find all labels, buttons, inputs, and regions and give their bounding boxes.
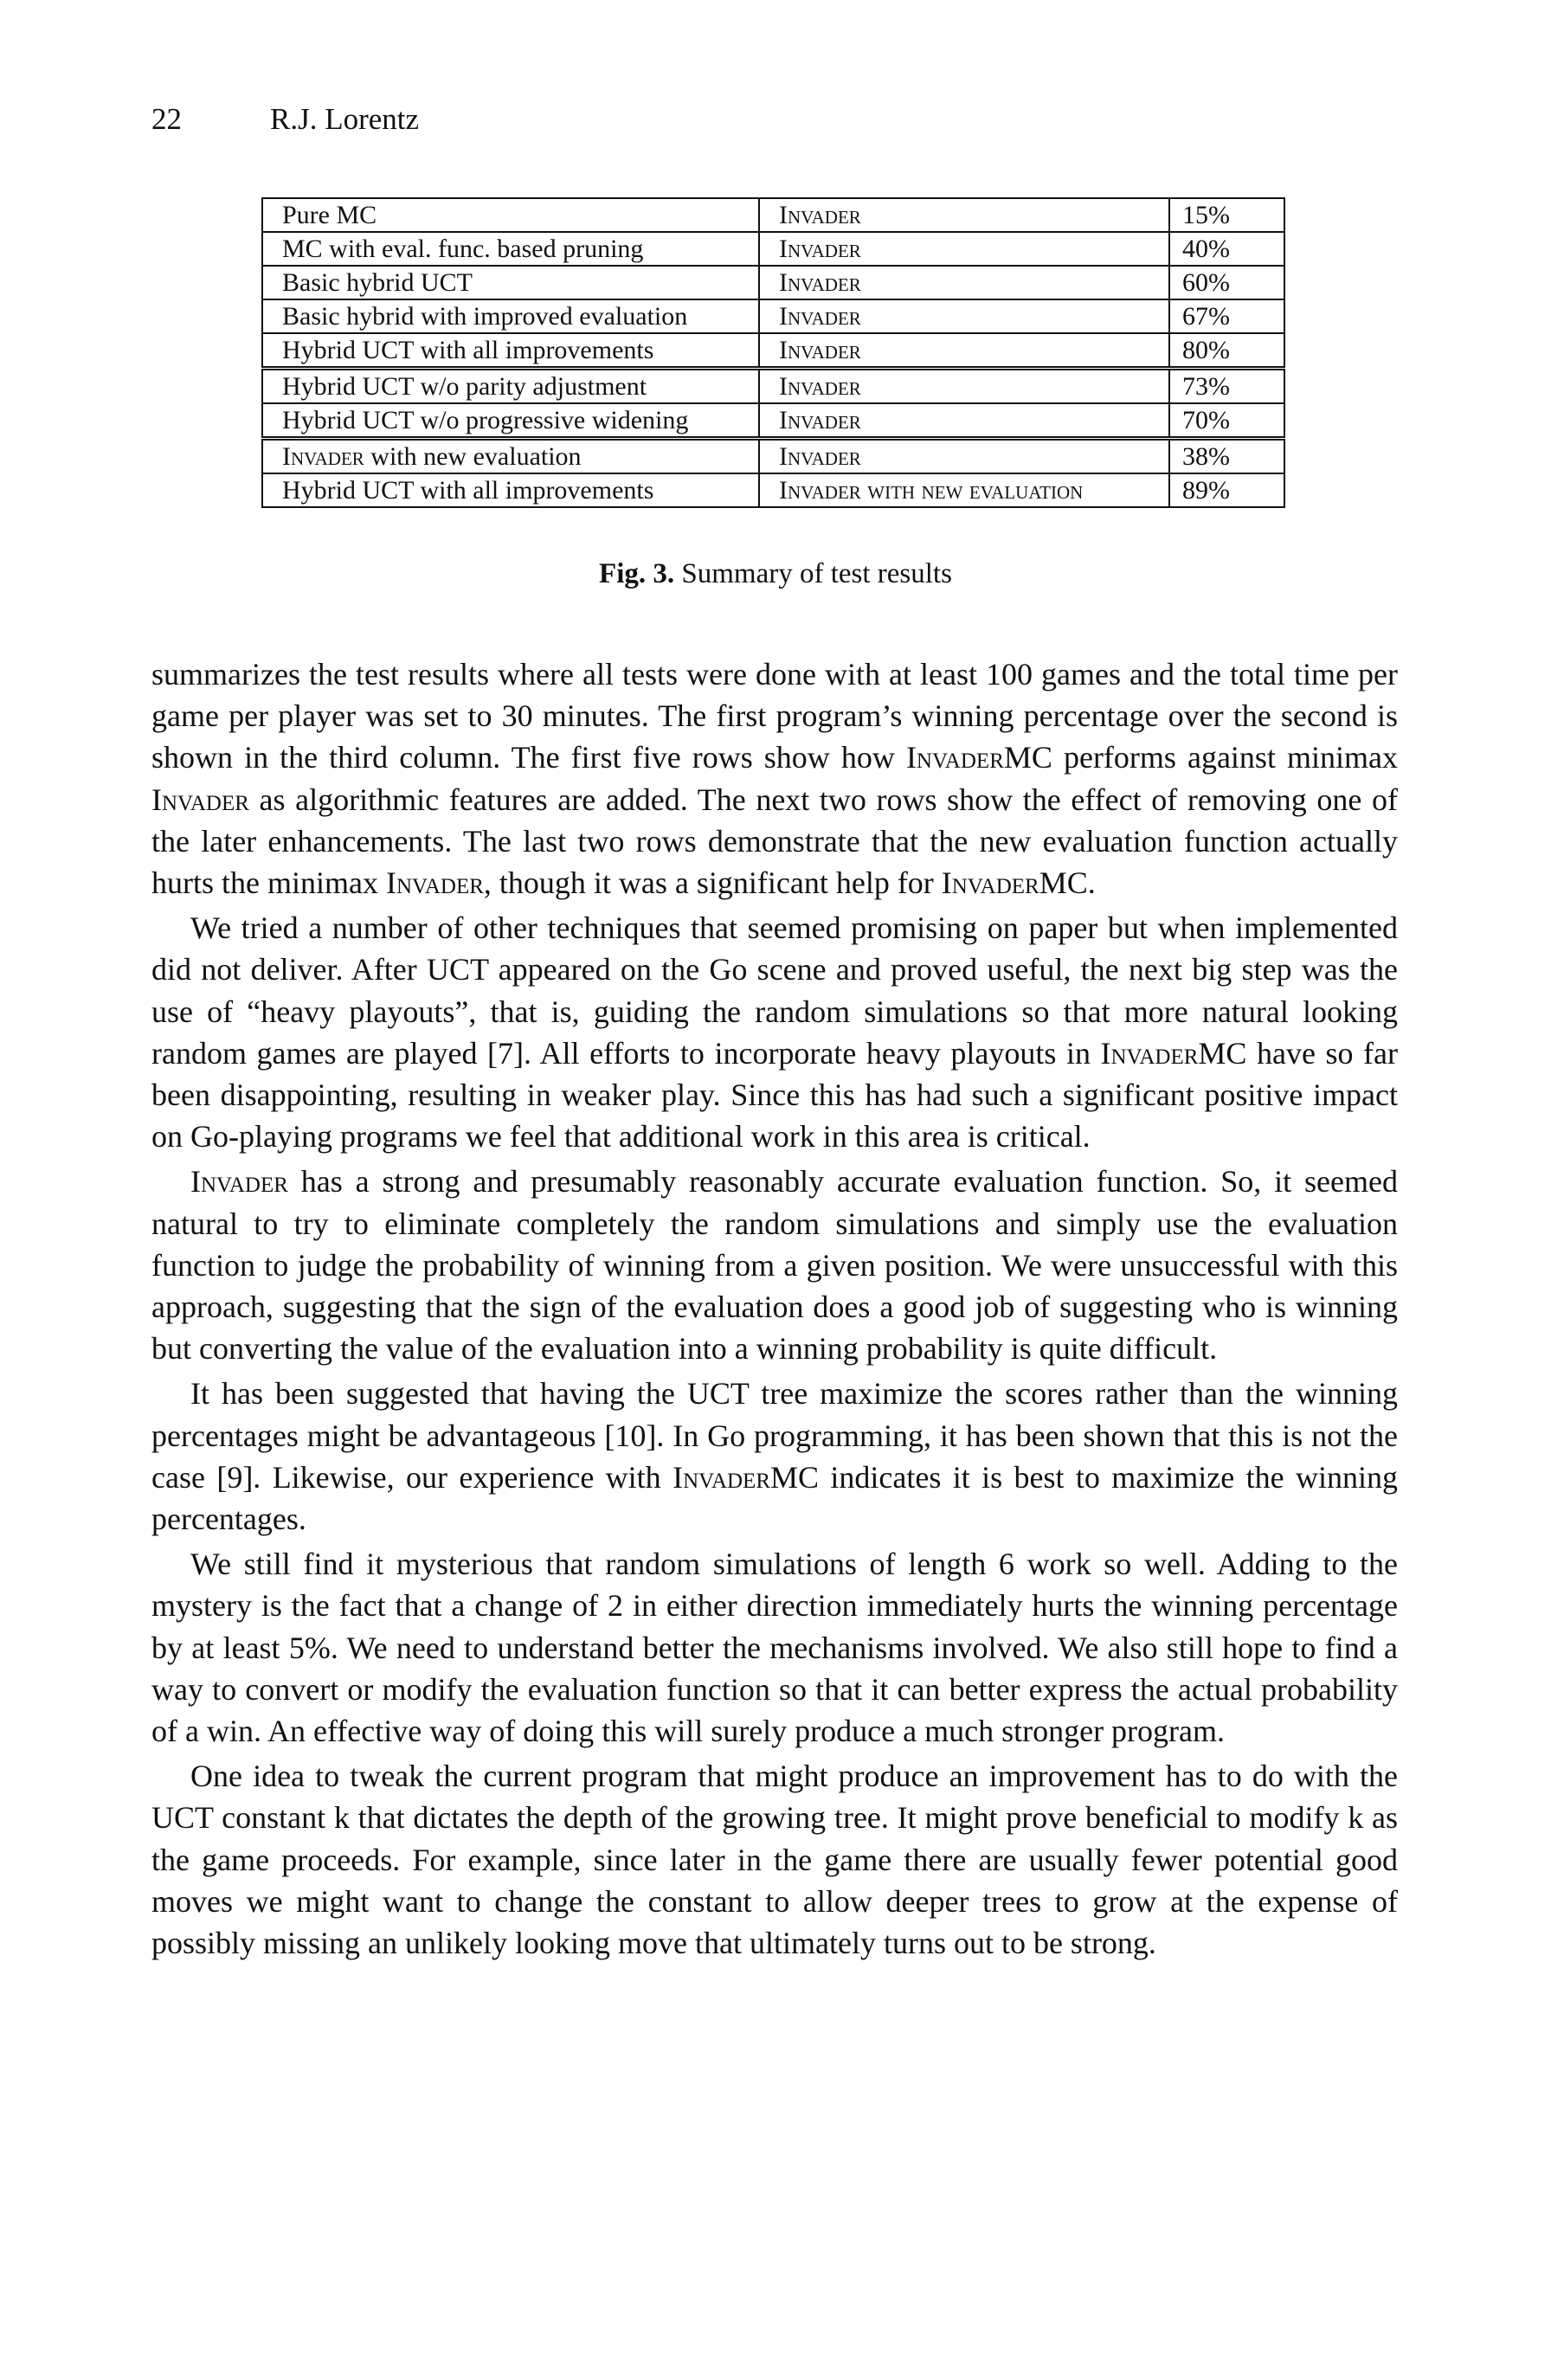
win-percentage-cell: 60% [1169, 266, 1284, 299]
table-row [262, 232, 1284, 266]
first-program-cell: Basic hybrid UCT [262, 266, 759, 299]
figure-caption [0, 558, 1551, 590]
win-percentage-cell: 40% [1169, 232, 1284, 266]
second-program-cell: Invader [759, 369, 1169, 404]
paragraph: It has been suggested that having the UCT tree maximize the scores rather than the winning percentages might be advantageous [10]. In Go programming, it has been shown that this is not the case [9]. Likewise, our experience with InvaderMC indicates it is best to maximize the winning percentages. [151, 1376, 1399, 1537]
running-header [151, 102, 419, 137]
paragraph: We tried a number of other techniques that seemed promising on paper but when implemented did not deliver. After UCT appeared on the Go scene and proved useful, the next big step was the use of “heavy playouts”, that is, guiding the random simulations so that more natural looking random games are played [7]. All efforts to incorporate heavy playouts in InvaderMC have so far been disappointing, resulting in weaker play. Since this has had such a significant positive impact on Go-playing programs we feel that additional work in this area is critical. [151, 910, 1398, 1155]
win-percentage-cell: 38% [1169, 439, 1284, 474]
table-row [262, 439, 1284, 474]
first-program-cell: Hybrid UCT with all improvements [262, 333, 759, 369]
first-program-cell: Hybrid UCT w/o parity adjustment [262, 369, 759, 404]
second-program-cell: Invader with new evaluation [759, 473, 1169, 507]
paragraph: Invader has a strong and presumably reasonably accurate evaluation function. So, it seemed natural to try to eliminate completely the random simulations and simply use the evaluation function to judge the probability of winning from a given position. We were unsuccessful with this approach, suggesting that the sign of the evaluation does a good job of suggesting who is winning but converting the value of the evaluation into a winning probability is quite difficult. [151, 1164, 1398, 1367]
table-row [262, 299, 1284, 333]
table-row [262, 198, 1284, 232]
win-percentage-cell: 67% [1169, 299, 1284, 333]
first-program-cell: Invader with new evaluation [262, 439, 759, 474]
first-program-cell: Hybrid UCT with all improvements [262, 473, 759, 507]
first-program-cell: Hybrid UCT w/o progressive widening [262, 403, 759, 439]
win-percentage-cell: 80% [1169, 333, 1284, 369]
running-author: R.J. Lorentz [270, 102, 420, 136]
second-program-cell: Invader [759, 266, 1169, 299]
page-number: 22 [151, 102, 182, 136]
figure-caption-text: Summary of test results [674, 558, 952, 589]
paragraph: One idea to tweak the current program that might produce an improvement has to do with the UCT constant k that dictates the depth of the growing tree. It might prove beneficial to modify k as the game proceeds. For example, since later in the game there are usually fewer potential good moves we might want to change the constant to allow deeper trees to grow at the expense of possibly missing an unlikely looking move that ultimately turns out to be strong. [151, 1759, 1398, 1961]
first-program-cell: Basic hybrid with improved evaluation [262, 299, 759, 333]
table-row [262, 369, 1284, 404]
second-program-cell: Invader [759, 333, 1169, 369]
win-percentage-cell: 73% [1169, 369, 1284, 404]
win-percentage-cell: 70% [1169, 403, 1284, 439]
second-program-cell: Invader [759, 198, 1169, 232]
results-table [261, 197, 1285, 508]
second-program-cell: Invader [759, 299, 1169, 333]
table-row [262, 473, 1284, 507]
table-row [262, 333, 1284, 369]
second-program-cell: Invader [759, 403, 1169, 439]
second-program-cell: Invader [759, 439, 1169, 474]
paragraph: summarizes the test results where all tests were done with at least 100 games and the total time per game per player was set to 30 minutes. The first program’s winning percentage over the second is shown in the third column. The first five rows show how InvaderMC performs against minimax Invader as algorithmic features are added. The next two rows show the effect of removing one of the later enhancements. The last two rows demonstrate that the new evaluation function actually hurts the minimax Invader, though it was a significant help for InvaderMC. [151, 657, 1398, 901]
first-program-cell: Pure MC [262, 198, 759, 232]
table-row [262, 266, 1284, 299]
win-percentage-cell: 15% [1169, 198, 1284, 232]
table-row [262, 403, 1284, 439]
body-text [151, 653, 1398, 1964]
second-program-cell: Invader [759, 232, 1169, 266]
win-percentage-cell: 89% [1169, 473, 1284, 507]
paragraph: We still find it mysterious that random simulations of length 6 work so well. Adding to the mystery is the fact that a change of 2 in either direction immediately hurts the winning percentage by at least 5%. We need to understand better the mechanisms involved. We also still hope to find a way to convert or modify the evaluation function so that it can better express the actual probability of a win. An effective way of doing this will surely produce a much stronger program. [151, 1547, 1398, 1749]
first-program-cell: MC with eval. func. based pruning [262, 232, 759, 266]
figure-label: Fig. 3. [599, 558, 675, 589]
